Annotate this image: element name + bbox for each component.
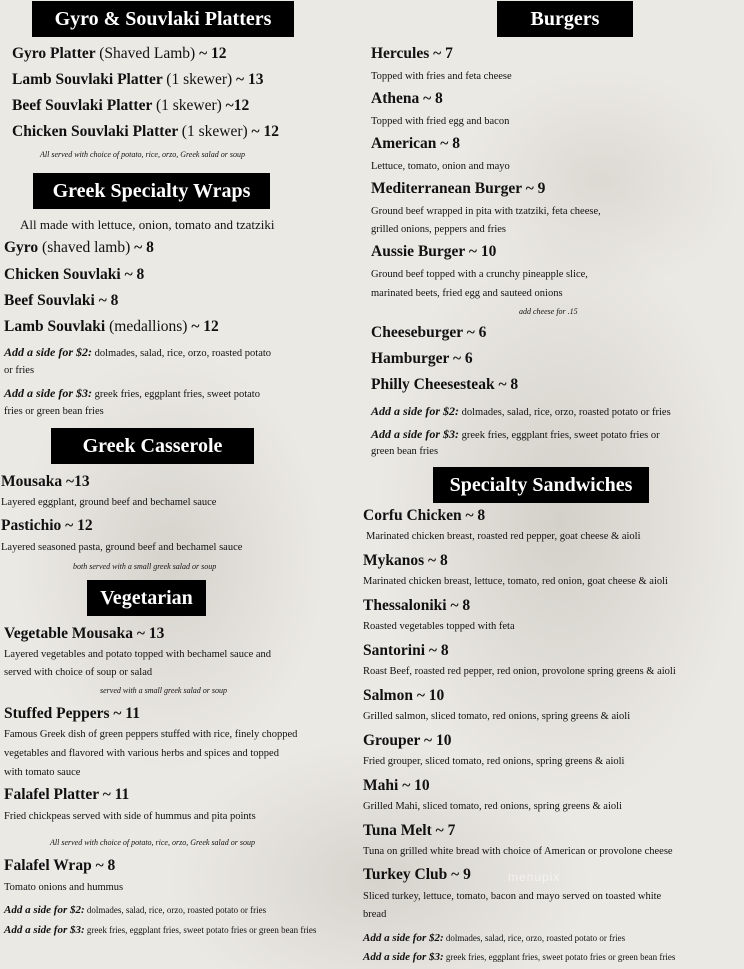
menu-item-mediterranean-burger: Mediterranean Burger ~ 9: [371, 180, 546, 197]
mediterranean-desc-2: grilled onions, peppers and fries: [371, 224, 507, 235]
gyro-platter-note: All served with choice of potato, rice, orzo, Greek salad or soup: [40, 150, 246, 159]
wraps-side-2-line2: or fries: [4, 365, 35, 376]
falafel-platter-desc: Fried chickpeas served with side of hummus and pita points: [4, 811, 256, 822]
wraps-side-3-line1: Add a side for $3: greek fries, eggplant fries, sweet potato: [4, 386, 260, 400]
menu-item-pastichio: Pastichio ~ 12: [1, 517, 93, 534]
veg-side-2: Add a side for $2: dolmades, salad, rice, orzo, roasted potato or fries: [4, 904, 267, 916]
menu-item-santorini: Santorini ~ 8: [363, 642, 449, 659]
turkey-club-desc-2: bread: [363, 909, 387, 920]
watermark: menupix: [508, 870, 561, 884]
falafel-wrap-desc: Tomato onions and hummus: [4, 882, 124, 893]
menu-item-gyro-platter: Gyro Platter (Shaved Lamb) ~ 12: [12, 45, 227, 62]
pastichio-desc: Layered seasoned pasta, ground beef and bechamel sauce: [1, 542, 243, 553]
section-header-greek-casserole: Greek Casserole: [51, 428, 254, 464]
section-header-vegetarian: Vegetarian: [87, 580, 206, 616]
menu-item-athena: Athena ~ 8: [371, 90, 443, 107]
section-header-greek-wraps: Greek Specialty Wraps: [33, 173, 270, 209]
aussie-desc-2: marinated beets, fried egg and sauteed onions: [371, 288, 563, 299]
menu-item-falafel-wrap: Falafel Wrap ~ 8: [4, 857, 116, 874]
menu-item-philly-cheesesteak: Philly Cheesesteak ~ 8: [371, 376, 519, 393]
american-desc: Lettuce, tomato, onion and mayo: [371, 161, 510, 172]
menu-item-mykanos: Mykanos ~ 8: [363, 552, 448, 569]
menu-item-hercules: Hercules ~ 7: [371, 45, 453, 62]
wraps-intro: All made with lettuce, onion, tomato and tzatziki: [20, 217, 275, 232]
menu-item-beef-souvlaki-wrap: Beef Souvlaki ~ 8: [4, 292, 119, 309]
menu-item-gyro-wrap: Gyro (shaved lamb) ~ 8: [4, 239, 154, 256]
tuna-melt-desc: Tuna on grilled white bread with choice of American or provolone cheese: [363, 846, 673, 857]
menu-item-cheeseburger: Cheeseburger ~ 6: [371, 324, 487, 341]
aussie-cheese-note: add cheese for .15: [519, 307, 578, 316]
salmon-desc: Grilled salmon, sliced tomato, red onions, spring greens & aioli: [363, 711, 631, 722]
stuffed-peppers-desc-1: Famous Greek dish of green peppers stuffed with rice, finely chopped: [4, 729, 298, 740]
menu-item-salmon: Salmon ~ 10: [363, 687, 445, 704]
corfu-chicken-desc: Marinated chicken breast, roasted red pepper, goat cheese & aioli: [366, 531, 641, 542]
athena-desc: Topped with fried egg and bacon: [371, 116, 510, 127]
menu-item-stuffed-peppers: Stuffed Peppers ~ 11: [4, 705, 140, 722]
menu-item-mousaka: Mousaka ~13: [1, 473, 90, 490]
vegetable-mousaka-desc-1: Layered vegetables and potato topped with bechamel sauce and: [4, 649, 272, 660]
menu-item-mahi: Mahi ~ 10: [363, 777, 430, 794]
sandwich-side-2: Add a side for $2: dolmades, salad, rice, orzo, roasted potato or fries: [363, 932, 626, 944]
menu-item-thessaloniki: Thessaloniki ~ 8: [363, 597, 471, 614]
section-header-burgers: Burgers: [497, 1, 633, 37]
wraps-side-3-line2: fries or green bean fries: [4, 406, 104, 417]
thessaloniki-desc: Roasted vegetables topped with feta: [363, 621, 515, 632]
section-header-specialty-sandwiches: Specialty Sandwiches: [433, 467, 649, 503]
veg-side-3: Add a side for $3: greek fries, eggplant fries, sweet potato fries or green bean fries: [4, 924, 317, 936]
hercules-desc: Topped with fries and feta cheese: [371, 71, 512, 82]
vegetable-mousaka-desc-2: served with choice of soup or salad: [4, 667, 153, 678]
section-header-gyro-platters: Gyro & Souvlaki Platters: [32, 1, 294, 37]
falafel-platter-note: All served with choice of potato, rice, orzo, Greek salad or soup: [50, 838, 256, 847]
menu-item-chicken-souvlaki-wrap: Chicken Souvlaki ~ 8: [4, 266, 145, 283]
menu-item-american: American ~ 8: [371, 135, 460, 152]
burger-side-2: Add a side for $2: dolmades, salad, rice, orzo, roasted potato or fries: [371, 404, 671, 418]
mykanos-desc: Marinated chicken breast, lettuce, tomato, red onion, goat cheese & aioli: [363, 576, 668, 587]
mousaka-desc: Layered eggplant, ground beef and bechamel sauce: [1, 497, 217, 508]
casserole-note: both served with a small greek salad or soup: [73, 562, 217, 571]
menu-item-lamb-souvlaki-platter: Lamb Souvlaki Platter (1 skewer) ~ 13: [12, 71, 264, 88]
menu-item-chicken-souvlaki-platter: Chicken Souvlaki Platter (1 skewer) ~ 12: [12, 123, 279, 140]
burger-side-3-line1: Add a side for $3: greek fries, eggplant fries, sweet potato fries or: [371, 427, 660, 441]
menu-item-grouper: Grouper ~ 10: [363, 732, 452, 749]
stuffed-peppers-desc-3: with tomato sauce: [4, 767, 81, 778]
menu-item-lamb-souvlaki-wrap: Lamb Souvlaki (medallions) ~ 12: [4, 318, 219, 335]
burger-side-3-line2: green bean fries: [371, 446, 439, 457]
wraps-side-2-line1: Add a side for $2: dolmades, salad, rice, orzo, roasted potato: [4, 345, 272, 359]
menu-item-tuna-melt: Tuna Melt ~ 7: [363, 822, 456, 839]
menu-item-corfu-chicken: Corfu Chicken ~ 8: [363, 507, 486, 524]
mediterranean-desc-1: Ground beef wrapped in pita with tzatziki, feta cheese,: [371, 206, 601, 217]
santorini-desc: Roast Beef, roasted red pepper, red onion, provolone spring greens & aioli: [363, 666, 676, 677]
mahi-desc: Grilled Mahi, sliced tomato, red onions, spring greens & aioli: [363, 801, 622, 812]
turkey-club-desc-1: Sliced turkey, lettuce, tomato, bacon and mayo served on toasted white: [363, 891, 662, 902]
grouper-desc: Fried grouper, sliced tomato, red onions, spring greens & aioli: [363, 756, 625, 767]
menu-item-turkey-club: Turkey Club ~ 9: [363, 866, 471, 883]
vegetable-mousaka-note: served with a small greek salad or soup: [100, 686, 228, 695]
menu-item-vegetable-mousaka: Vegetable Mousaka ~ 13: [4, 625, 165, 642]
menu-item-hamburger: Hamburger ~ 6: [371, 350, 473, 367]
menu-item-falafel-platter: Falafel Platter ~ 11: [4, 786, 130, 803]
menu-item-aussie-burger: Aussie Burger ~ 10: [371, 243, 497, 260]
aussie-desc-1: Ground beef topped with a crunchy pineapple slice,: [371, 269, 588, 280]
sandwich-side-3: Add a side for $3: greek fries, eggplant fries, sweet potato fries or green bean fries: [363, 951, 676, 963]
menu-item-beef-souvlaki-platter: Beef Souvlaki Platter (1 skewer) ~12: [12, 97, 250, 114]
stuffed-peppers-desc-2: vegetables and flavored with various herbs and spices and topped: [4, 748, 279, 759]
